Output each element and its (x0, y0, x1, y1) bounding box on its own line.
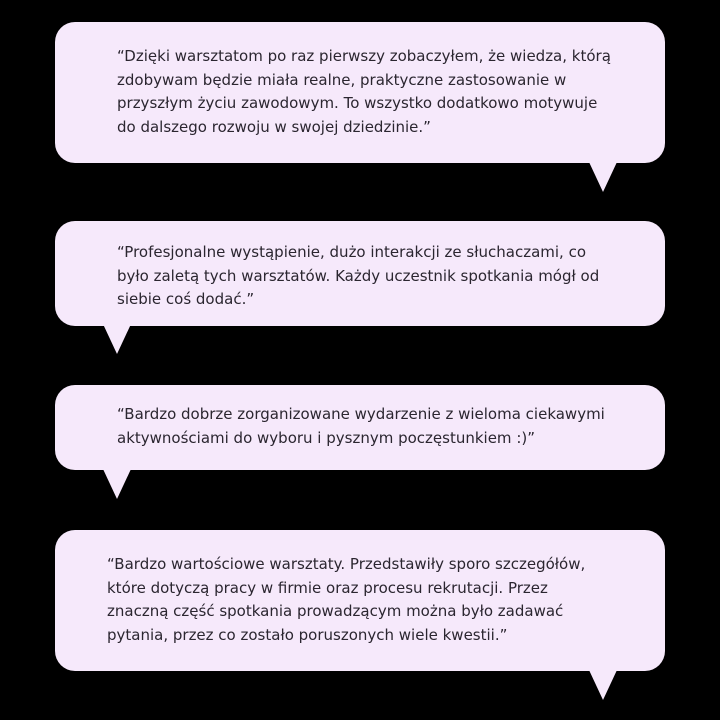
testimonial-line: było zaletą tych warsztatów. Każdy uczestnik spotkania mógł od (117, 266, 600, 285)
testimonial-line: przyszłym życiu zawodowym. To wszystko dodatkowo motywuje (117, 94, 598, 112)
speech-tail (103, 324, 131, 354)
testimonial-line: siebie coś dodać.” (117, 290, 255, 308)
testimonial-line: do dalszego rozwoju w swojej dziedzinie.” (117, 117, 431, 136)
speech-tail (589, 162, 617, 192)
testimonial-line: “Bardzo dobrze zorganizowane wydarzenie z wieloma ciekawymi (117, 405, 605, 423)
testimonial-bubble (55, 530, 665, 671)
testimonial-line: znaczną część spotkania prowadzącym można było zadawać (107, 602, 564, 620)
testimonial-text (107, 553, 585, 647)
speech-tail (103, 469, 131, 499)
testimonial-text (117, 241, 599, 312)
testimonial-text (117, 45, 611, 139)
testimonial-bubble (55, 22, 665, 163)
testimonial-text (117, 403, 605, 450)
testimonial-line: “Dzięki warsztatom po raz pierwszy zobaczyłem, że wiedza, którą (117, 47, 611, 65)
testimonial-line: “Bardzo wartościowe warsztaty. Przedstawiły sporo szczegółów, (107, 555, 586, 573)
testimonial-bubble (55, 385, 665, 470)
speech-tail (589, 670, 617, 700)
testimonial-line: pytania, przez co zostało poruszonych wiele kwestii.” (107, 625, 508, 644)
testimonial-line: które dotyczą pracy w firmie oraz procesu rekrutacji. Przez (107, 578, 548, 597)
testimonial-bubble (55, 221, 665, 326)
testimonial-line: zdobywam będzie miała realne, praktyczne zastosowanie w (117, 70, 567, 89)
testimonial-line: “Profesjonalne wystąpienie, dużo interakcji ze słuchaczami, co (117, 243, 587, 261)
testimonial-line: aktywnościami do wyboru i pysznym poczęstunkiem :)” (117, 428, 535, 447)
